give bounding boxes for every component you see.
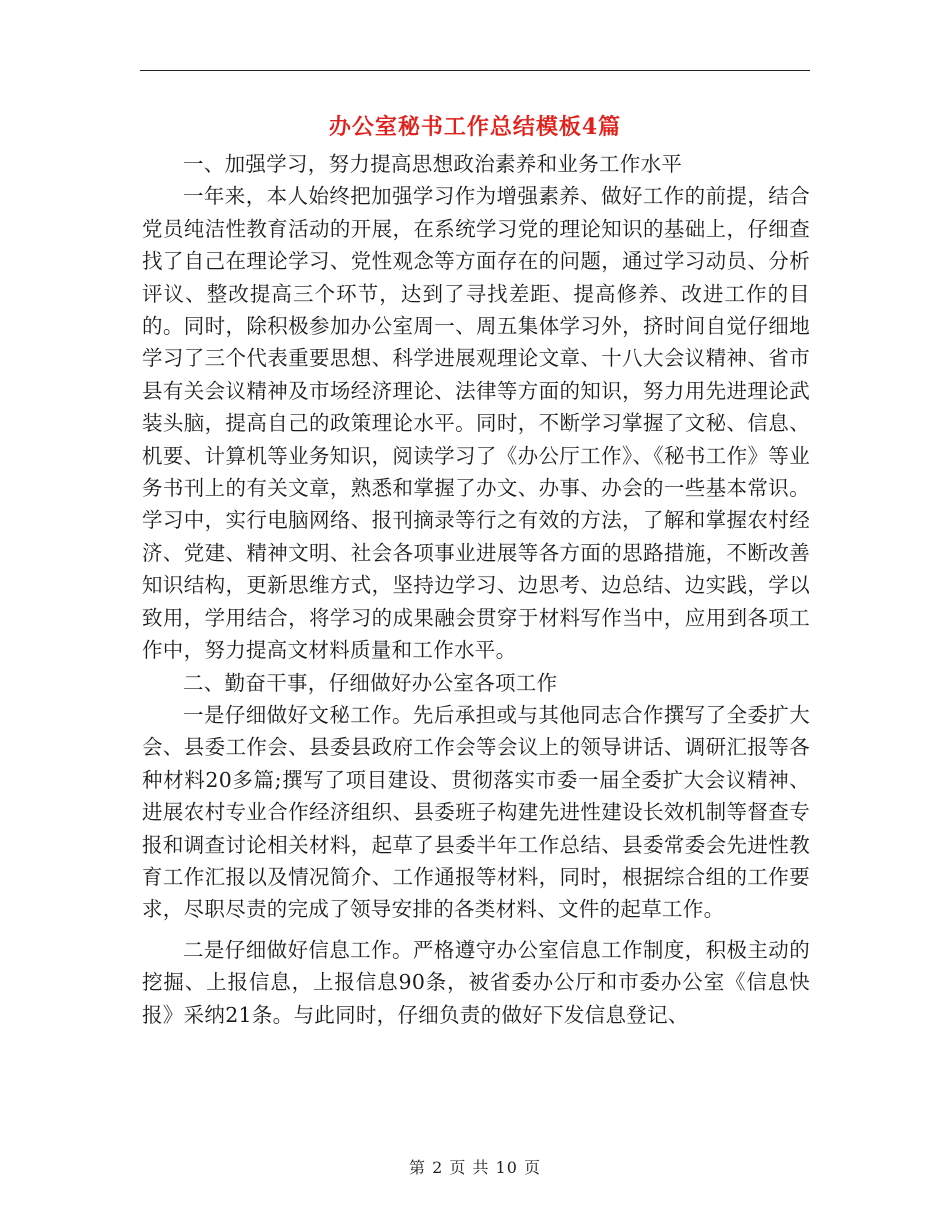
header-rule (140, 70, 810, 71)
body-paragraph-2: 一是仔细做好文秘工作。先后承担或与其他同志合作撰写了全委扩大会、县委工作会、县委县政府工作会等会议上的领导讲话、调研汇报等各种材料20多篇;撰写了项目建设、贯彻落实市委一届全委扩大会议精神、进展农村专业合作经济组织、县委班子构建先进性建设长效机制等督查专报和调查讨论相关材料，起草了县委半年工作总结、县委常委会先进性教育工作汇报以及情况简介、工作通报等材料，同时，根据综合组的工作要求，尽职尽责的完成了领导安排的各类材料、文件的起草工作。 (142, 702, 810, 922)
document-title: 办公室秘书工作总结模板4篇 (328, 114, 622, 140)
paragraph-gap (142, 926, 810, 934)
body-paragraph-1: 一年来，本人始终把加强学习作为增强素养、做好工作的前提，结合党员纯洁性教育活动的开展，在系统学习党的理论知识的基础上，仔细查找了自己在理论学习、党性观念等方面存在的问题，通过学习动员、分析评议、整改提高三个环节，达到了寻找差距、提高修养、改进工作的目的。同时，除积极参加办公室周一、周五集体学习外，挤时间自觉仔细地学习了三个代表重要思想、科学进展观理论文章、十八大会议精神、省市县有关会议精神及市场经济理论、法律等方面的知识，努力用先进理论武装头脑，提高自己的政策理论水平。同时，不断学习掌握了文秘、信息、机要、计算机等业务知识，阅读学习了《办公厅工作》、《秘书工作》等业务书刊上的有关文章，熟悉和掌握了办文、办事、办会的一些基本常识。学习中，实行电脑网络、报刊摘录等行之有效的方法，了解和掌握农村经济、党建、精神文明、社会各项事业进展等各方面的思路措施，不断改善知识结构，更新思维方式，坚持边学习、边思考、边总结、边实践，学以致用，学用结合，将学习的成果融会贯穿于材料写作当中，应用到各项工作中，努力提高文材料质量和工作水平。 (142, 184, 810, 663)
body-paragraph-3: 二是仔细做好信息工作。严格遵守办公室信息工作制度，积极主动的挖掘、上报信息，上报信息90条，被省委办公厅和市委办公室《信息快报》采纳21条。与此同时，仔细负责的做好下发信息登记、 (142, 937, 810, 1027)
page-footer: 第 2 页 共 10 页 (409, 1158, 541, 1177)
section-heading-2: 二、勤奋干事，仔细做好办公室各项工作 (183, 670, 558, 695)
document-body (142, 148, 810, 1031)
section-heading-1: 一、加强学习，努力提高思想政治素养和业务工作水平 (183, 152, 683, 176)
